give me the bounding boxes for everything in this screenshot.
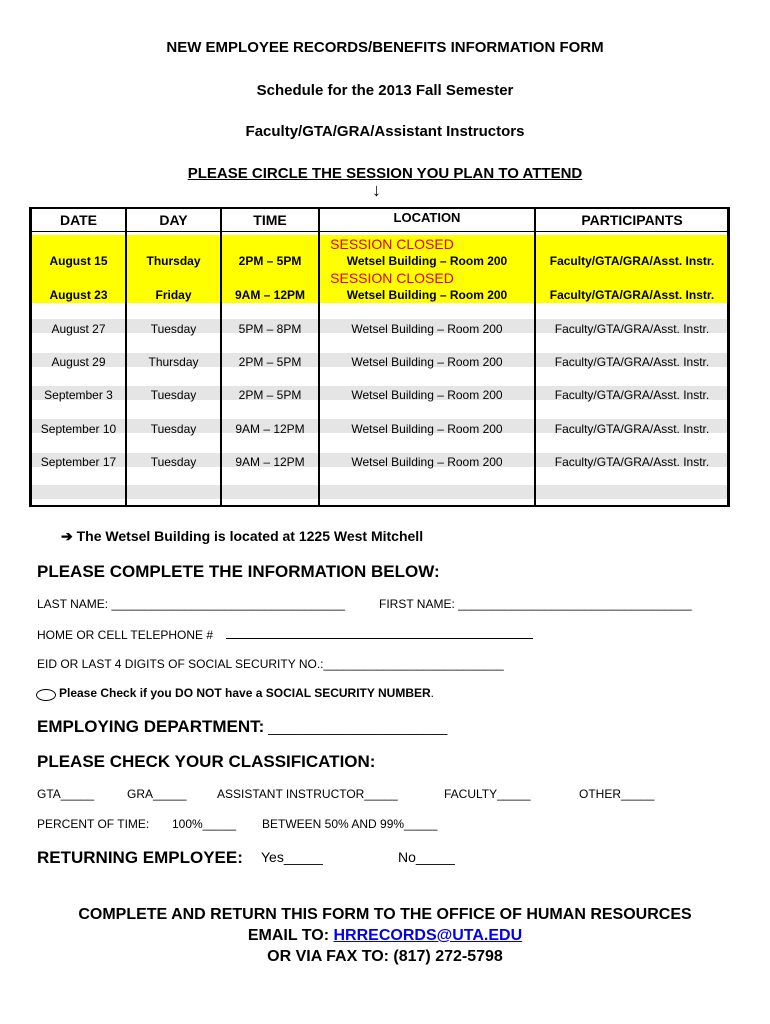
schedule-table <box>29 207 730 507</box>
cell-location: Wetsel Building – Room 200 <box>351 455 503 469</box>
cell-time: 9AM – 12PM <box>234 288 306 302</box>
cell-participants: Faculty/GTA/GRA/Asst. Instr. <box>554 455 710 469</box>
cell-date: August 27 <box>51 322 106 336</box>
cell-day: Friday <box>155 288 192 302</box>
phone-label: HOME OR CELL TELEPHONE # <box>37 628 214 642</box>
arrow-down-icon: ↓ <box>372 180 381 200</box>
cell-day: Tuesday <box>150 422 197 436</box>
cell-location: Wetsel Building – Room 200 <box>351 388 503 402</box>
circle-instruction: PLEASE CIRCLE THE SESSION YOU PLAN TO ATTEND <box>187 165 583 182</box>
col-header-time: TIME <box>253 212 287 228</box>
cell-day: Tuesday <box>150 455 197 469</box>
cell-participants: Faculty/GTA/GRA/Asst. Instr. <box>549 254 715 268</box>
phone-field[interactable] <box>226 638 533 639</box>
cell-time: 2PM – 5PM <box>238 254 302 268</box>
percent-between-option[interactable]: BETWEEN 50% AND 99%_____ <box>262 817 438 831</box>
cell-location: Wetsel Building – Room 200 <box>346 288 508 302</box>
ssn-check-line <box>59 686 434 700</box>
cell-location: Wetsel Building – Room 200 <box>346 254 508 268</box>
cell-date: August 29 <box>51 355 106 369</box>
department-field[interactable]: _______________________ <box>264 719 448 735</box>
cell-date: September 17 <box>40 455 117 469</box>
session-closed-label: SESSION CLOSED <box>330 270 454 286</box>
option-gra[interactable]: GRA_____ <box>127 787 187 801</box>
cell-time: 9AM – 12PM <box>235 422 305 436</box>
footer-email-line <box>0 927 770 945</box>
cell-day: Thursday <box>148 355 199 369</box>
ssn-checkbox[interactable] <box>36 689 56 701</box>
col-header-location: LOCATION <box>393 210 461 225</box>
option-assistant-instructor[interactable]: ASSISTANT INSTRUCTOR_____ <box>217 787 398 801</box>
info-heading: PLEASE COMPLETE THE INFORMATION BELOW: <box>37 562 440 581</box>
cell-day: Tuesday <box>150 388 197 402</box>
form-title: NEW EMPLOYEE RECORDS/BENEFITS INFORMATION FORM <box>166 39 604 56</box>
form-subtitle: Schedule for the 2013 Fall Semester <box>256 82 514 99</box>
returning-label: RETURNING EMPLOYEE: <box>37 848 243 867</box>
cell-participants: Faculty/GTA/GRA/Asst. Instr. <box>554 355 710 369</box>
col-header-day: DAY <box>159 212 188 228</box>
cell-location: Wetsel Building – Room 200 <box>351 422 503 436</box>
department-line <box>37 717 447 737</box>
cell-location: Wetsel Building – Room 200 <box>351 322 503 336</box>
audience-line: Faculty/GTA/GRA/Assistant Instructors <box>245 123 525 140</box>
location-note <box>61 528 423 545</box>
option-gta[interactable]: GTA_____ <box>37 787 95 801</box>
col-header-participants: PARTICIPANTS <box>581 212 683 228</box>
option-other[interactable]: OTHER_____ <box>579 787 655 801</box>
col-header-date: DATE <box>59 212 98 228</box>
session-closed-label: SESSION CLOSED <box>330 236 454 252</box>
cell-participants: Faculty/GTA/GRA/Asst. Instr. <box>554 422 710 436</box>
cell-time: 2PM – 5PM <box>238 388 302 402</box>
cell-day: Thursday <box>146 254 201 268</box>
last-name-field[interactable]: LAST NAME: ___________________________________ <box>37 597 346 611</box>
email-label: EMAIL TO: <box>247 927 334 944</box>
cell-time: 5PM – 8PM <box>238 322 302 336</box>
cell-date: August 23 <box>49 288 108 302</box>
cell-participants: Faculty/GTA/GRA/Asst. Instr. <box>549 288 715 302</box>
cell-location: Wetsel Building – Room 200 <box>351 355 503 369</box>
returning-no-option[interactable]: No_____ <box>398 849 455 865</box>
percent-100-option[interactable]: 100%_____ <box>172 817 237 831</box>
cell-time: 2PM – 5PM <box>238 355 302 369</box>
cell-date: September 10 <box>40 422 117 436</box>
cell-time: 9AM – 12PM <box>235 455 305 469</box>
option-faculty[interactable]: FACULTY_____ <box>444 787 531 801</box>
first-name-field[interactable]: FIRST NAME: ___________________________________ <box>379 597 692 611</box>
email-link[interactable]: HRRECORDS@UTA.EDU <box>333 927 523 944</box>
arrow-right-icon: ➔ <box>61 528 73 544</box>
department-label: EMPLOYING DEPARTMENT: <box>37 717 265 736</box>
classification-heading: PLEASE CHECK YOUR CLASSIFICATION: <box>37 752 376 771</box>
eid-field[interactable]: EID OR LAST 4 DIGITS OF SOCIAL SECURITY NO.:___________________________ <box>37 657 504 671</box>
ssn-check-period: . <box>430 686 434 700</box>
footer-fax-line: OR VIA FAX TO: (817) 272-5798 <box>267 948 503 965</box>
cell-participants: Faculty/GTA/GRA/Asst. Instr. <box>554 322 710 336</box>
ssn-check-text: Please Check if you DO NOT have a SOCIAL SECURITY NUMBER <box>59 686 431 700</box>
location-note-text: The Wetsel Building is located at 1225 West Mitchell <box>76 528 424 544</box>
percent-label: PERCENT OF TIME: <box>37 817 150 831</box>
cell-date: August 15 <box>49 254 108 268</box>
returning-yes-option[interactable]: Yes_____ <box>261 849 323 865</box>
cell-participants: Faculty/GTA/GRA/Asst. Instr. <box>554 388 710 402</box>
cell-day: Tuesday <box>150 322 197 336</box>
footer-return-instruction: COMPLETE AND RETURN THIS FORM TO THE OFFICE OF HUMAN RESOURCES <box>78 906 692 923</box>
cell-date: September 3 <box>44 388 113 402</box>
